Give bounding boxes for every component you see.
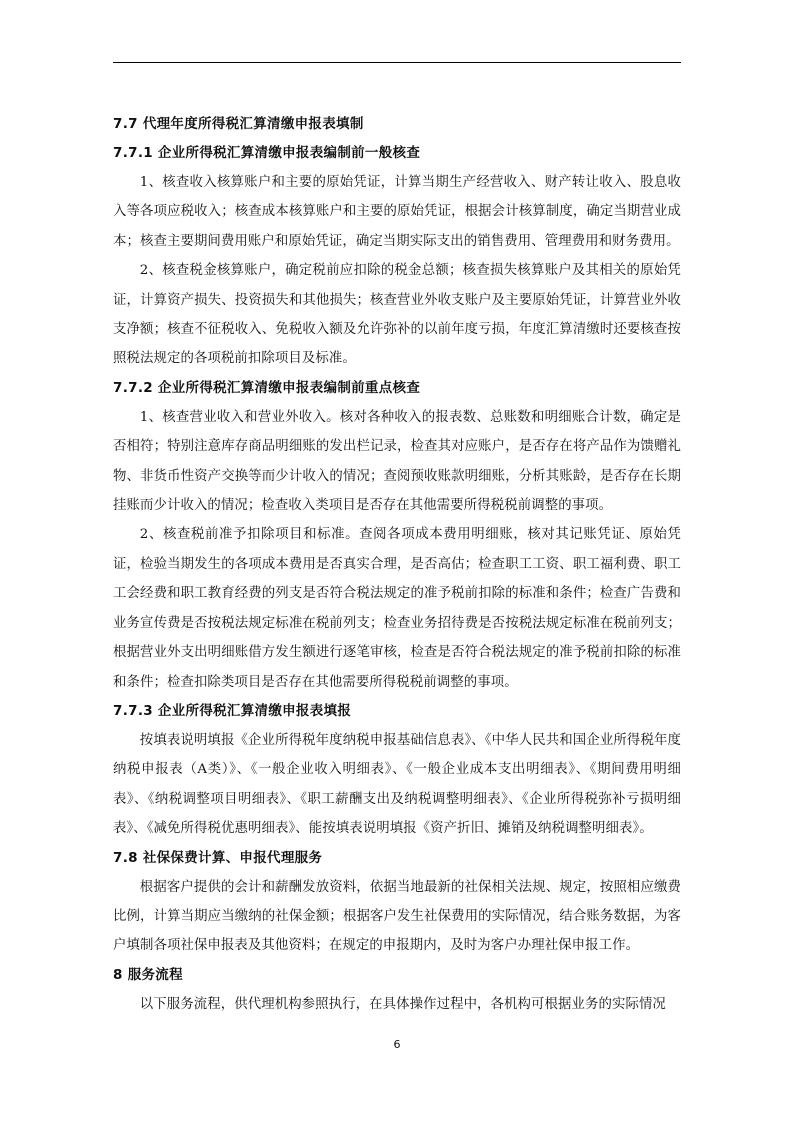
page-number: 6 <box>393 1038 401 1051</box>
section-heading: 7.7.1 企业所得税汇算清缴申报表编制前一般核查 <box>113 145 421 161</box>
section-heading: 7.8 社保保费计算、申报代理服务 <box>113 849 323 866</box>
paragraph: 2、核查税前准予扣除项目和标准。查阅各项成本费用明细账，核对其记账凭证、原始凭证，检验当期发生的各项成本费用是否真实合理，是否高估；检查职工工资、职工福利费、职工工会经费和职工教育经费的列支是否符合税法规定的准予税前扣除的标准和条件；检查广告费和业务宣传费是否按税法规定标准在税前列支；检查业务招待费是否按税法规定标准在税前列支；根据营业外支出明细账借方发生额进行逐笔审核，检查是否符合税法规定的准予税前扣除的标准和条件；检查扣除类项目是否存在其他需要所得税税前调整的事项。 <box>113 527 681 690</box>
section-heading: 7.7 代理年度所得税汇算清缴申报表填制 <box>113 116 364 132</box>
paragraph: 2、核查税金核算账户，确定税前应扣除的税金总额；核查损失核算账户及其相关的原始凭证，计算资产损失、投资损失和其他损失；核查营业外收支账户及主要原始凭证，计算营业外收支净额；核查不征税收入、免税收入额及允许弥补的以前年度亏损，年度汇算清缴时还要核查按照税法规定的各项税前扣除项目及标准。 <box>113 263 681 367</box>
page-content <box>113 110 681 1019</box>
paragraph: 按填表说明填报《企业所得税年度纳税申报基础信息表》、《中华人民共和国企业所得税年度纳税申报表（A类）》、《一般企业收入明细表》、《一般企业成本支出明细表》、《期间费用明细表》、《纳税调整项目明细表》、《职工薪酬支出及纳税调整明细表》、《企业所得税弥补亏损明细表》、《减免所得税优惠明细表》、能按填表说明填报《资产折旧、摊销及纳税调整明细表》。 <box>113 732 681 837</box>
header-rule <box>113 62 681 63</box>
paragraph: 1、核查收入核算账户和主要的原始凭证，计算当期生产经营收入、财产转让收入、股息收入等各项应税收入；核查成本核算账户和主要的原始凭证，根据会计核算制度，确定当期营业成本；核查主要期间费用账户和原始凭证，确定当期实际支出的销售费用、管理费用和财务费用。 <box>113 175 681 249</box>
paragraph: 1、核查营业收入和营业外收入。核对各种收入的报表数、总账数和明细账合计数，确定是否相符；特别注意库存商品明细账的发出栏记录，检查其对应账户，是否存在将产品作为馈赠礼物、非货币性资产交换等而少计收入的情况；查阅预收账款明细账，分析其账龄，是否存在长期挂账而少计收入的情况；检查收入类项目是否存在其他需要所得税税前调整的事项。 <box>113 409 681 514</box>
section-heading: 7.7.3 企业所得税汇算清缴申报表填报 <box>113 702 352 719</box>
paragraph: 以下服务流程，供代理机构参照执行，在具体操作过程中，各机构可根据业务的实际情况 <box>139 996 666 1012</box>
paragraph: 根据客户提供的会计和薪酬发放资料，依据当地最新的社保相关法规、规定，按照相应缴费比例，计算当期应当缴纳的社保金额；根据客户发生社保费用的实际情况，结合账务数据，为客户填制各项社保申报表及其他资料；在规定的申报期内，及时为客户办理社保申报工作。 <box>113 879 681 954</box>
section-heading: 8 服务流程 <box>113 966 183 983</box>
section-heading: 7.7.2 企业所得税汇算清缴申报表编制前重点核查 <box>113 379 421 396</box>
